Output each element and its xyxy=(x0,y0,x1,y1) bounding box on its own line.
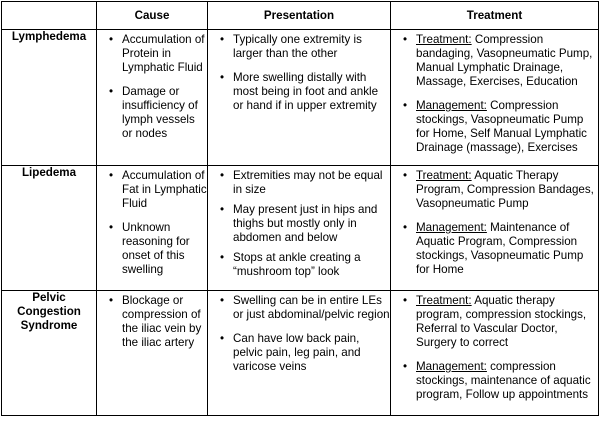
treatment-label: Treatment: xyxy=(416,33,472,46)
treatment-cell xyxy=(391,166,599,291)
management-label: Management: xyxy=(416,221,487,234)
list-item: • Accumulation of Protein in Lymphatic Fluid xyxy=(97,33,207,75)
list-item: • Stops at ankle creating a “mushroom top” look xyxy=(208,251,390,279)
list-item xyxy=(391,360,598,402)
list-item: • Unknown reasoning for onset of this swelling xyxy=(97,221,207,277)
presentation-cell xyxy=(208,30,391,166)
treatment-cell xyxy=(391,291,599,416)
list-item: • Swelling can be in entire LEs or just abdominal/pelvic region xyxy=(208,294,390,322)
list-item: • May present just in hips and thighs but mostly only in abdomen and below xyxy=(208,203,390,245)
treatment-cell xyxy=(391,30,599,166)
condition-comparison-table xyxy=(1,1,599,416)
condition-name: Lymphedema xyxy=(2,30,97,166)
header-presentation: Presentation xyxy=(208,2,391,30)
list-item: • Can have low back pain, pelvic pain, leg pain, and varicose veins xyxy=(208,332,390,374)
treatment-text: Aquatic therapy program, compression stockings, Referral to Vascular Doctor, Surgery to correct xyxy=(416,294,587,349)
list-item xyxy=(391,99,598,155)
header-treatment: Treatment xyxy=(391,2,599,30)
list-item: • Extremities may not be equal in size xyxy=(208,169,390,197)
table-row xyxy=(2,166,599,291)
treatment-text: Compression bandaging, Vasopneumatic Pump, Manual Lymphatic Drainage, Massage, Exercises, Education xyxy=(416,33,593,88)
cause-cell xyxy=(97,30,208,166)
list-item: • Blockage or compression of the iliac vein by the iliac artery xyxy=(97,294,207,350)
list-item xyxy=(391,221,598,277)
management-text: Compression stockings, Vasopneumatic Pump for Home, Self Manual Lymphatic Drainage (massage), Exercises xyxy=(416,99,587,154)
header-cause: Cause xyxy=(97,2,208,30)
condition-name: Pelvic Congestion Syndrome xyxy=(2,291,97,416)
list-item: • More swelling distally with most being in foot and ankle or hand if in upper extremity xyxy=(208,71,390,113)
header-row xyxy=(2,2,599,30)
header-corner xyxy=(2,2,97,30)
list-item: • Damage or insufficiency of lymph vessels or nodes xyxy=(97,85,207,141)
presentation-cell xyxy=(208,166,391,291)
list-item xyxy=(391,294,598,350)
treatment-label: Treatment: xyxy=(416,169,472,182)
list-item xyxy=(391,169,598,211)
management-label: Management: xyxy=(416,99,487,112)
list-item xyxy=(391,33,598,89)
table-row xyxy=(2,291,599,416)
list-item: • Accumulation of Fat in Lymphatic Fluid xyxy=(97,169,207,211)
management-text: compression stockings, maintenance of aquatic program, Follow up appointments xyxy=(416,360,591,401)
list-item: • Typically one extremity is larger than the other xyxy=(208,33,390,61)
management-label: Management: xyxy=(416,360,487,373)
management-text: Maintenance of Aquatic Program, Compression stockings, Vasopneumatic Pump for Home xyxy=(416,221,584,276)
table-row xyxy=(2,30,599,166)
cause-cell xyxy=(97,166,208,291)
treatment-text: Aquatic Therapy Program, Compression Bandages, Vasopneumatic Pump xyxy=(416,169,594,210)
cause-cell xyxy=(97,291,208,416)
treatment-label: Treatment: xyxy=(416,294,472,307)
presentation-cell xyxy=(208,291,391,416)
condition-name: Lipedema xyxy=(2,166,97,291)
